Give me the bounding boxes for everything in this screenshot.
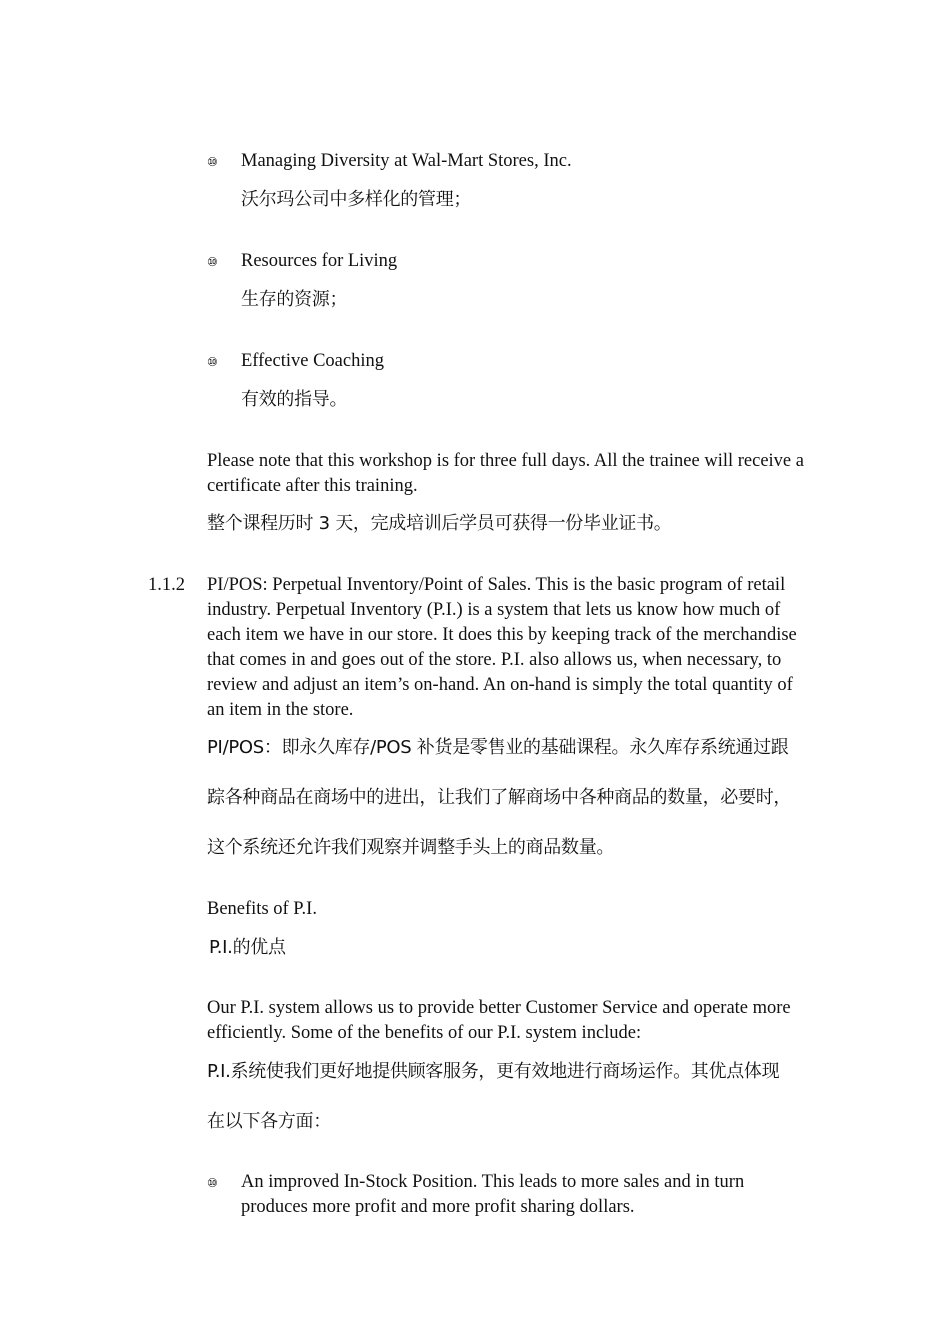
text-line: produces more profit and more profit sharing dollars. <box>241 1197 635 1217</box>
workshop-item-en: Effective Coaching <box>241 351 384 371</box>
text-line: efficiently. Some of the benefits of our P.I. system include: <box>207 1023 642 1043</box>
bullet-icon: ⑩ <box>207 355 218 369</box>
text-line: An improved In-Stock Position. This leads to more sales and in turn <box>241 1172 745 1192</box>
text-line: that comes in and goes out of the store. P.I. also allows us, when necessary, to <box>207 650 782 670</box>
text-line: Please note that this workshop is for three full days. All the trainee will receive a <box>207 451 804 471</box>
text-line: review and adjust an item’s on-hand. An on-hand is simply the total quantity of <box>207 675 793 695</box>
benefits-intro-zh-line: 在以下各方面： <box>207 1111 331 1132</box>
workshop-item-en: Resources for Living <box>241 251 398 271</box>
text-line: certificate after this training. <box>207 476 418 496</box>
bullet-icon: ⑩ <box>207 1176 218 1190</box>
bullet-icon: ⑩ <box>207 155 218 169</box>
workshop-item-zh: 沃尔玛公司中多样化的管理； <box>241 189 472 210</box>
benefits-heading-zh: P.I.的优点 <box>209 937 286 958</box>
section-number: 1.1.2 <box>148 575 185 595</box>
benefit-item-en <box>241 1170 744 1220</box>
workshop-note-zh: 整个课程历时 3 天，完成培训后学员可获得一份毕业证书。 <box>207 513 672 534</box>
section-body-en <box>207 573 797 723</box>
section-body-zh-line: 这个系统还允许我们观察并调整手头上的商品数量。 <box>207 837 615 858</box>
workshop-item-en: Managing Diversity at Wal-Mart Stores, Inc. <box>241 151 572 171</box>
text-line: each item we have in our store. It does this by keeping track of the merchandise <box>207 625 797 645</box>
text-line: Our P.I. system allows us to provide better Customer Service and operate more <box>207 998 791 1018</box>
benefits-intro-zh-line: P.I.系统使我们更好地提供顾客服务，更有效地进行商场运作。其优点体现 <box>207 1061 780 1082</box>
text-line: industry. Perpetual Inventory (P.I.) is a system that lets us know how much of <box>207 600 781 620</box>
benefits-intro-en <box>207 996 791 1046</box>
workshop-item-zh: 生存的资源； <box>241 289 348 310</box>
workshop-note-en <box>207 449 804 499</box>
section-body-zh-line: PI/POS：即永久库存/POS 补货是零售业的基础课程。永久库存系统通过跟 <box>207 737 789 758</box>
text-line: an item in the store. <box>207 700 354 720</box>
bullet-icon: ⑩ <box>207 255 218 269</box>
workshop-item-zh: 有效的指导。 <box>241 389 348 410</box>
text-line: PI/POS: Perpetual Inventory/Point of Sales. This is the basic program of retail <box>207 575 786 595</box>
section-body-zh-line: 踪各种商品在商场中的进出，让我们了解商场中各种商品的数量，必要时， <box>207 787 792 808</box>
benefits-heading-en: Benefits of P.I. <box>207 899 317 919</box>
